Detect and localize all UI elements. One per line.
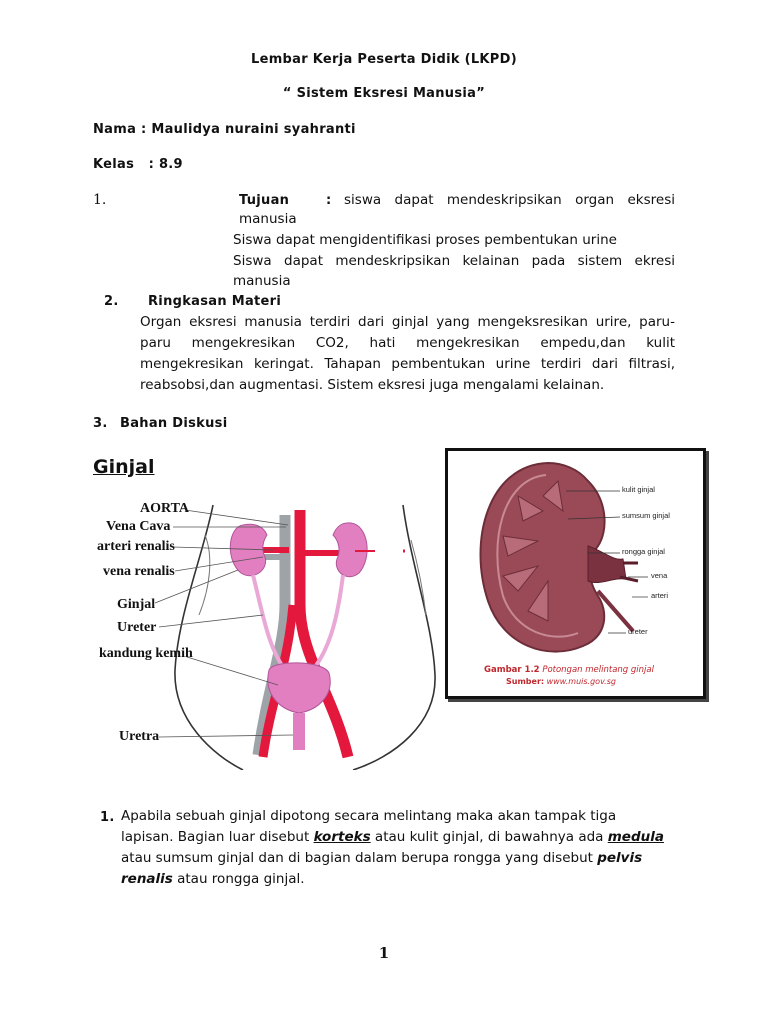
question1-line: Apabila sebuah ginjal dipotong secara melintang maka akan tampak tiga: [121, 808, 617, 824]
label-arteri: arteri: [651, 591, 669, 600]
source-label: Sumber:: [506, 677, 545, 686]
urinary-system-figure: [93, 495, 473, 770]
term-renalis: renalis: [121, 871, 173, 887]
summary-line: mengekresikan keringat. Tahapan pembentukan urine terdiri dari filtrasi,: [140, 356, 675, 372]
label-kandung-kemih: kandung kemih: [99, 646, 193, 661]
question1-text-part: atau rongga ginjal.: [172, 871, 305, 887]
document-subtitle: “ Sistem Eksresi Manusia”: [282, 86, 486, 101]
label-vena-renalis: vena renalis: [103, 564, 175, 579]
name-value: Maulidya nuraini syahranti: [151, 122, 356, 137]
section1-colon: :: [326, 193, 332, 208]
label-ureter: Ureter: [117, 620, 157, 635]
figure-heading: Ginjal: [93, 456, 155, 478]
class-value: 8.9: [158, 157, 183, 172]
summary-line: Organ eksresi manusia terdiri dari ginjal yang mengeksresikan urire, paru-: [140, 314, 675, 330]
kidney-section-figure: [445, 448, 706, 699]
section1-line2: Siswa dapat mengidentifikasi proses pembentukan urine: [233, 232, 617, 248]
label-ginjal: Ginjal: [117, 597, 156, 612]
source-value: www.muis.gov.sg: [546, 677, 616, 686]
label-sumsum-ginjal: sumsum ginjal: [622, 511, 670, 520]
summary-line: reabsobsi,dan augmentasi. Sistem eksresi juga mengalami kelainan.: [140, 377, 605, 393]
question1-text-part: lapisan. Bagian luar disebut: [121, 829, 314, 845]
section3-number: 3.: [93, 416, 108, 431]
question1-text: [121, 806, 681, 890]
label-arteri-renalis: arteri renalis: [97, 539, 175, 554]
label-vena: vena: [651, 571, 668, 580]
label-kulit-ginjal: kulit ginjal: [622, 485, 655, 494]
term-medula: medula: [607, 829, 664, 845]
section1-number: 1.: [93, 192, 107, 208]
label-rongga-ginjal: rongga ginjal: [622, 547, 665, 556]
term-korteks: korteks: [313, 829, 371, 845]
section1-line1: siswa dapat mendeskripsikan organ eksresi: [344, 192, 675, 208]
question1-line: [121, 827, 681, 848]
document-title: Lembar Kerja Peserta Didik (LKPD): [251, 52, 517, 67]
section1-line1-cont: manusia: [239, 211, 297, 227]
question1-number: 1.: [100, 810, 115, 825]
question1-text-part: atau kulit ginjal, di bawahnya ada: [370, 829, 608, 845]
label-aorta: AORTA: [140, 501, 190, 516]
name-row: [93, 122, 356, 137]
section3-label: Bahan Diskusi: [120, 416, 228, 431]
summary-line: paru mengekresikan CO2, hati mengekresikan empedu,dan kulit: [140, 335, 675, 351]
caption-number: Gambar 1.2: [484, 665, 540, 675]
page-number: 1: [378, 944, 390, 962]
section2-label: Ringkasan Materi: [148, 294, 282, 309]
section1-label: Tujuan: [239, 193, 290, 208]
name-label: Nama :: [93, 122, 147, 137]
class-label: Kelas :: [93, 157, 155, 172]
section1-line3-cont: manusia: [233, 273, 291, 289]
class-row: [93, 157, 183, 172]
term-pelvis: pelvis: [597, 850, 643, 866]
figure-caption: [484, 665, 654, 675]
label-uretra: Uretra: [119, 729, 160, 744]
question1-line: [121, 869, 681, 890]
label-ureter-right: ureter: [628, 627, 648, 636]
caption-text: Potongan melintang ginjal: [542, 665, 654, 675]
section1-line3: Siswa dapat mendeskripsikan kelainan pada sistem ekresi: [233, 253, 675, 269]
question1-line: [121, 848, 681, 869]
label-vena-cava: Vena Cava: [106, 519, 171, 534]
section2-summary: [140, 312, 675, 396]
section2-number: 2.: [104, 294, 119, 309]
figure-source: [506, 677, 616, 686]
question1-text-part: atau sumsum ginjal dan di bagian dalam berupa rongga yang disebut: [121, 850, 598, 866]
